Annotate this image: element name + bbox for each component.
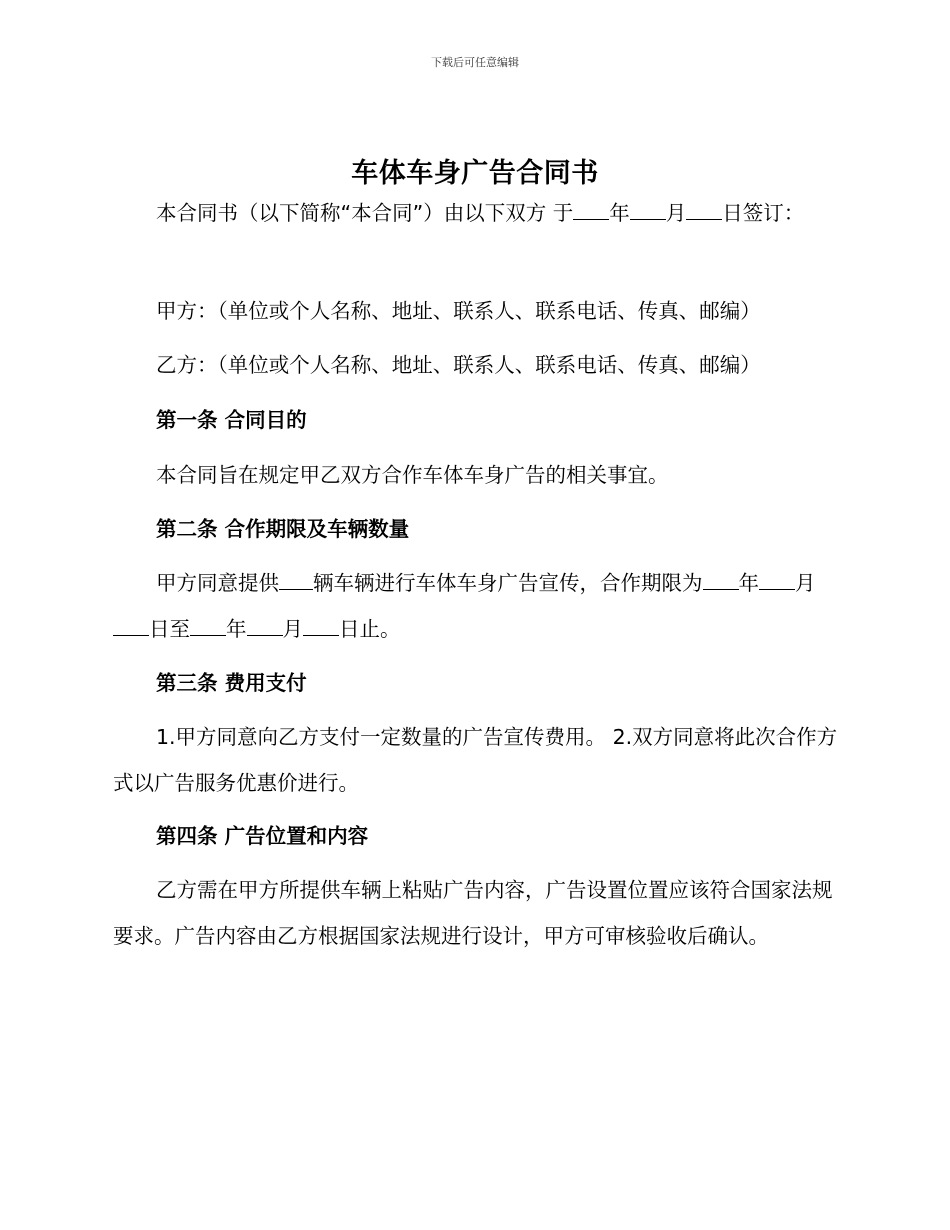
intro-day-label: 日签订： xyxy=(722,201,805,225)
blank-field[interactable] xyxy=(113,616,149,636)
article4-heading: 第四条 广告位置和内容 xyxy=(156,824,369,848)
header-note: 下载后可任意编辑 xyxy=(431,56,519,69)
article2-day-label: 日止。 xyxy=(339,617,401,641)
article2-month-label: 月 xyxy=(795,571,816,595)
intro-text: 本合同书（以下简称“本合同”）由以下双方 于 xyxy=(156,201,574,225)
intro-year-label: 年 xyxy=(609,201,630,225)
article3-text: 1.甲方同意向乙方支付一定数量的广告宣传费用。 2.双方同意将此次合作方式以广告服务优惠价进行。 xyxy=(113,725,838,795)
article4-text: 乙方需在甲方所提供车辆上粘贴广告内容，广告设置位置应该符合国家法规要求。广告内容由乙方根据国家法规进行设计，甲方可审核验收后确认。 xyxy=(113,878,833,948)
article2-part: 辆车辆进行车体车身广告宣传，合作期限为 xyxy=(313,571,703,595)
blank-field[interactable] xyxy=(247,616,283,636)
article1-heading: 第一条 合同目的 xyxy=(156,408,307,432)
intro-paragraph xyxy=(113,190,838,236)
article1-text: 本合同旨在规定甲乙双方合作车体车身广告的相关事宜。 xyxy=(156,463,669,487)
blank-field[interactable] xyxy=(686,200,722,220)
party-b: 乙方：（单位或个人名称、地址、联系人、联系电话、传真、邮编） xyxy=(156,353,761,377)
article3-heading: 第三条 费用支付 xyxy=(156,671,307,695)
article2-year-label: 年 xyxy=(738,571,759,595)
blank-field[interactable] xyxy=(190,616,226,636)
article2-part: 甲方同意提供 xyxy=(156,571,279,595)
blank-field[interactable] xyxy=(759,570,795,590)
blank-field[interactable] xyxy=(630,200,666,220)
blank-field[interactable] xyxy=(279,570,313,590)
document-title: 车体车身广告合同书 xyxy=(351,158,599,189)
blank-field[interactable] xyxy=(573,200,609,220)
article2-heading: 第二条 合作期限及车辆数量 xyxy=(156,517,410,541)
article2-year-label: 年 xyxy=(226,617,247,641)
article2-text xyxy=(113,560,838,652)
article2-month-label: 月 xyxy=(282,617,303,641)
intro-month-label: 月 xyxy=(665,201,687,225)
blank-field[interactable] xyxy=(303,616,339,636)
blank-field[interactable] xyxy=(703,570,739,590)
party-a: 甲方：（单位或个人名称、地址、联系人、联系电话、传真、邮编） xyxy=(156,299,761,323)
article2-day-label: 日至 xyxy=(149,617,190,641)
